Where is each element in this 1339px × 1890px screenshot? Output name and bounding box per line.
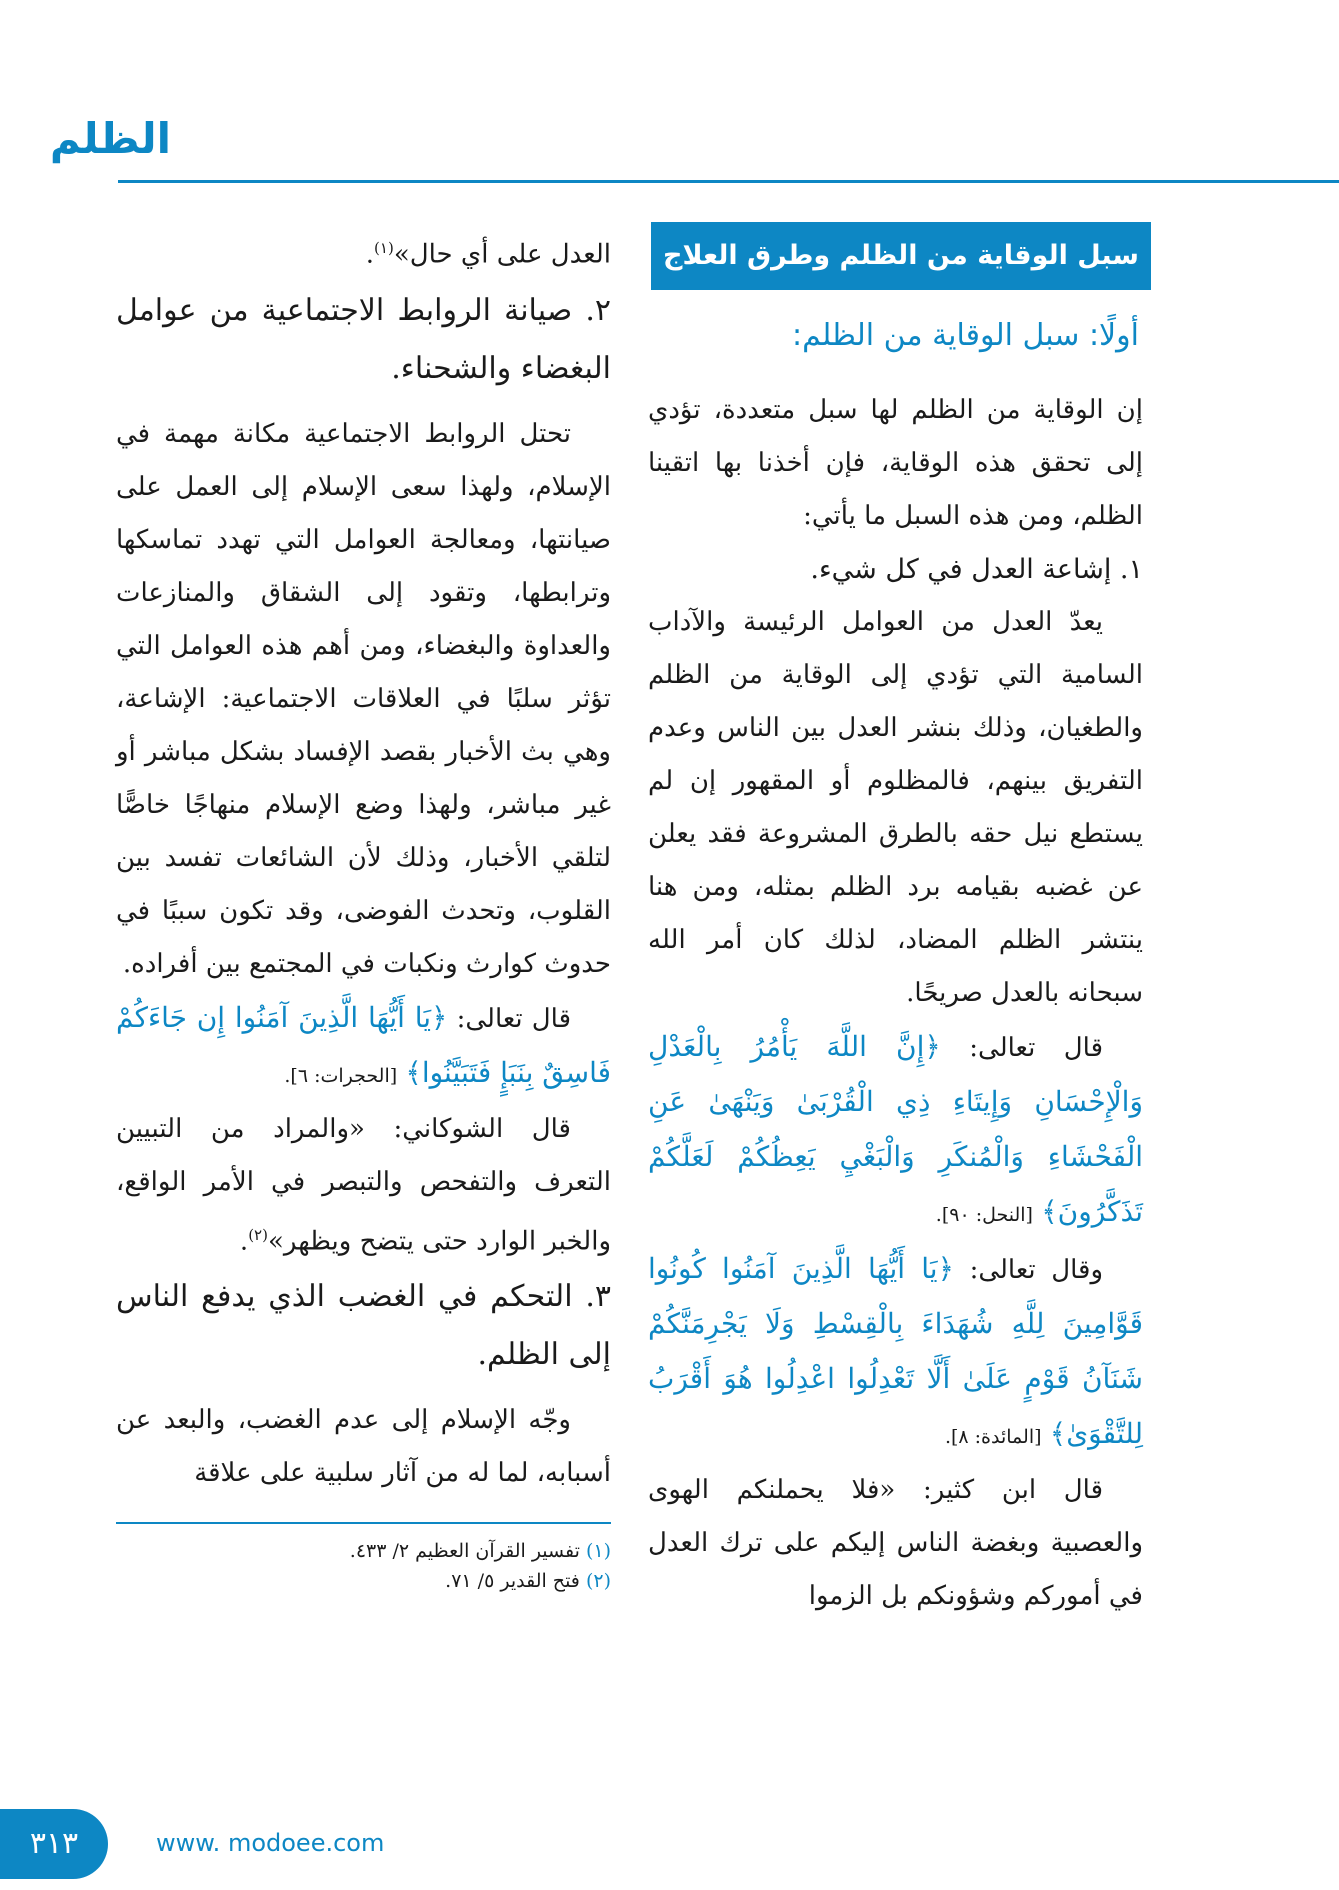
list-item-3: ٣. التحكم في الغضب الذي يدفع الناس إلى الظلم. [116,1279,611,1373]
verse-reference-3: [الحجرات: ٦]. [284,1064,398,1087]
verse-block-3 [116,991,611,1103]
subheading: أولًا: سبل الوقاية من الظلم: [792,318,1139,353]
verse-intro-1: قال تعالى: [969,1033,1104,1063]
list-item-2: ٢. صيانة الروابط الاجتماعية من عوامل البغضاء والشحناء. [116,292,611,386]
left-column [116,222,611,1596]
quran-verse-2: ﴿يَا أَيُّهَا الَّذِينَ آمَنُوا كُونُوا قَوَّامِينَ لِلَّهِ شُهَدَاءَ بِالْقِسْطِ وَلَا يَجْرِمَنَّكُمْ شَنَآنُ قَوْمٍ عَلَىٰ أَلَّا تَعْدِلُوا اعْدِلُوا هُوَ أَقْرَبُ لِلتَّقْوَىٰ﴾ [648,1252,1143,1450]
footnote-2-text: فتح القدير ٥/ ٧١. [445,1570,580,1593]
footnote-2-number: (٢) [585,1570,611,1593]
list-item-1: ١. إشاعة العدل في كل شيء. [810,554,1143,585]
paragraph-ibn-kathir: قال ابن كثير: «فلا يحملنكم الهوى والعصبية وبغضة الناس إليكم على ترك العدل في أموركم وشؤونكم بل الزموا [648,1475,1143,1611]
footnote-2 [116,1566,611,1596]
paragraph-anger: وجّه الإسلام إلى عدم الغضب، والبعد عن أسبابه، لما له من آثار سلبية على علاقة [116,1405,611,1489]
right-column [648,222,1143,1623]
continuation-body: العدل على أي حال» [393,239,611,270]
footnote-rule [116,1522,611,1524]
continuation-text: العدل على أي حال»$^{(١)}$. [365,239,611,270]
footnote-1 [116,1536,611,1566]
verse-block-2 [648,1242,1143,1464]
paragraph-justice: يعدّ العدل من العوامل الرئيسة والآداب السامية التي تؤدي إلى الوقاية من الظلم والطغيان، وذلك بنشر العدل بين الناس وعدم التفريق بينهم، فالمظلوم أو المقهور إن لم يستطع نيل حقه بالطرق المشروعة فقد يعلن عن غضبه بقيامه برد الظلم بمثله، ومن هنا ينتشر الظلم المضاد، لذلك كان أمر الله سبحانه بالعدل صريحًا. [648,607,1143,1008]
footnote-marker-1: (١) [374,239,394,257]
verse-reference-1: [النحل: ٩٠]. [935,1204,1033,1226]
header-rule [118,180,1339,183]
quran-verse-3: ﴿يَا أَيُّهَا الَّذِينَ آمَنُوا إِن جَاءَكُمْ فَاسِقٌ بِنَبَإٍ فَتَبَيَّنُوا﴾ [116,1000,611,1089]
quran-verse-1: ﴿إِنَّ اللَّهَ يَأْمُرُ بِالْعَدْلِ وَالْإِحْسَانِ وَإِيتَاءِ ذِي الْقُرْبَىٰ وَيَنْهَىٰ عَنِ الْفَحْشَاءِ وَالْمُنكَرِ وَالْبَغْيِ يَعِظُكُمْ لَعَلَّكُمْ تَذَكَّرُونَ﴾ [648,1030,1143,1228]
verse-block-1 [648,1020,1143,1242]
intro-paragraph: إن الوقاية من الظلم لها سبل متعددة، تؤدي إلى تحقق هذه الوقاية، فإن أخذنا بها اتقينا الظلم، ومن هذه السبل ما يأتي: [648,395,1143,531]
website-link[interactable]: www. modoee.com [156,1829,385,1857]
header-title: الظلم [49,114,171,163]
footnote-marker-2: (٢) [248,1225,268,1244]
verse-intro-3: قال تعالى: [456,1003,572,1034]
paragraph-shawkani: قال الشوكاني: «والمراد من التبيين التعرف والتفحص والتبصر في الأمر الواقع، والخبر الوارد حتى يتضح ويظهر»$^{(٢)}$. [116,1113,611,1257]
footnote-1-text: تفسير القرآن العظيم ٢/ ٤٣٣. [349,1540,580,1563]
footnote-1-number: (١) [585,1540,611,1563]
verse-intro-2: وقال تعالى: [969,1255,1104,1285]
section-title: سبل الوقاية من الظلم وطرق العلاج [651,222,1151,290]
verse-reference-2: [المائدة: ٨]. [944,1426,1042,1448]
page-number: ٣١٣ [0,1809,108,1879]
shawkani-body: قال الشوكاني: «والمراد من التبيين التعرف والتفحص والتبصر في الأمر الواقع، والخبر الوارد حتى يتضح ويظهر» [116,1113,611,1257]
paragraph-social-ties: تحتل الروابط الاجتماعية مكانة مهمة في الإسلام، ولهذا سعى الإسلام إلى العمل على صيانتها، ومعالجة العوامل التي تهدد تماسكها وترابطها، وتقود إلى الشقاق والمنازعات والعداوة والبغضاء، ومن أهم هذه العوامل التي تؤثر سلبًا في العلاقات الاجتماعية: الإشاعة، وهي بث الأخبار بقصد الإفساد بشكل مباشر أو غير مباشر، ولهذا وضع الإسلام منهاجًا خاصًّا لتلقي الأخبار، وذلك لأن الشائعات تفسد بين القلوب، وتحدث الفوضى، وقد تكون سببًا في حدوث كوارث ونكبات في المجتمع بين أفراده. [116,418,611,979]
